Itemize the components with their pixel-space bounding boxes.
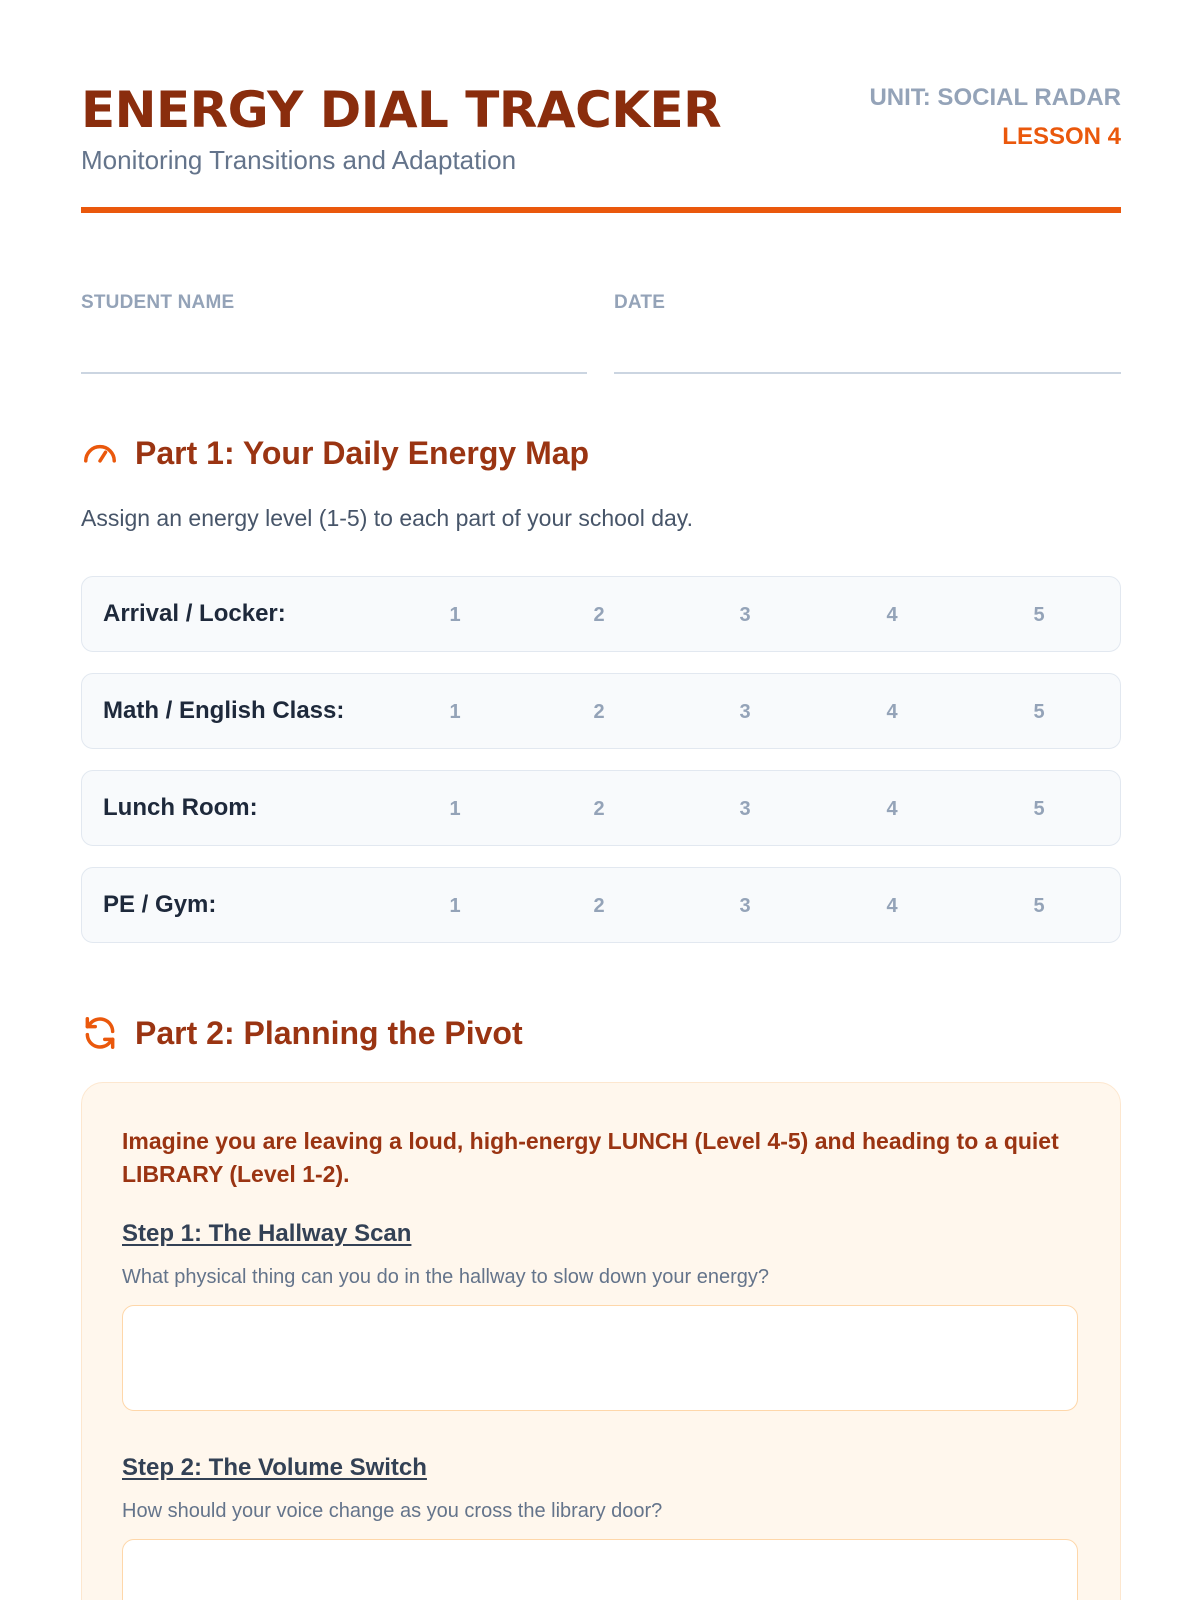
step1-prompt: What physical thing can you do in the hallway to slow down your energy?: [122, 1266, 770, 1288]
worksheet-page: [81, 0, 1121, 1600]
rating-row-label: PE / Gym:: [103, 891, 217, 918]
step1-title: Step 1: The Hallway Scan: [122, 1220, 412, 1247]
refresh-icon: [81, 1014, 119, 1052]
rating-option-5[interactable]: 5: [1033, 798, 1045, 820]
rating-row-label: Math / English Class:: [103, 697, 345, 724]
rating-row-label: Arrival / Locker:: [103, 600, 286, 627]
rating-option-1[interactable]: 1: [449, 798, 461, 820]
rating-option-5[interactable]: 5: [1033, 701, 1045, 723]
part1-instructions: Assign an energy level (1-5) to each part of your school day.: [81, 505, 693, 531]
rating-option-2[interactable]: 2: [593, 798, 605, 820]
rating-option-2[interactable]: 2: [593, 604, 605, 626]
energy-rating-row: [81, 867, 1121, 943]
rating-option-4[interactable]: 4: [886, 895, 898, 917]
student-name-field[interactable]: [81, 286, 587, 376]
header-divider: [81, 207, 1121, 213]
energy-rating-row: [81, 576, 1121, 652]
rating-option-5[interactable]: 5: [1033, 604, 1045, 626]
rating-option-3[interactable]: 3: [739, 798, 751, 820]
part2-title: Part 2: Planning the Pivot: [135, 1015, 523, 1051]
rating-option-3[interactable]: 3: [739, 895, 751, 917]
part1-title: Part 1: Your Daily Energy Map: [135, 435, 590, 471]
page-subtitle: Monitoring Transitions and Adaptation: [81, 145, 517, 175]
student-name-label: STUDENT NAME: [81, 292, 235, 313]
step2-answer-box[interactable]: [122, 1539, 1078, 1600]
worksheet-header: [81, 80, 1121, 212]
scenario-text: Imagine you are leaving a loud, high-energy LUNCH (Level 4-5) and heading to a quiet LIBRARY (Level 1-2).: [122, 1128, 1059, 1187]
step1-answer-box[interactable]: [122, 1305, 1078, 1411]
page-title: ENERGY DIAL TRACKER: [81, 81, 722, 139]
date-label: DATE: [614, 292, 666, 313]
step2-prompt: How should your voice change as you cross the library door?: [122, 1500, 663, 1522]
rating-option-2[interactable]: 2: [593, 701, 605, 723]
date-field[interactable]: [614, 286, 1121, 376]
rating-option-4[interactable]: 4: [886, 604, 898, 626]
rating-option-3[interactable]: 3: [739, 604, 751, 626]
rating-option-5[interactable]: 5: [1033, 895, 1045, 917]
student-name-line: [81, 372, 587, 374]
gauge-icon: [81, 434, 119, 472]
part1-heading: [81, 431, 589, 475]
date-line: [614, 372, 1121, 374]
energy-rating-row: [81, 770, 1121, 846]
part2-heading: [81, 1011, 523, 1055]
energy-rating-row: [81, 673, 1121, 749]
rating-option-1[interactable]: 1: [449, 701, 461, 723]
rating-option-4[interactable]: 4: [886, 701, 898, 723]
unit-label: UNIT: SOCIAL RADAR: [869, 84, 1121, 111]
rating-row-label: Lunch Room:: [103, 794, 258, 821]
rating-option-3[interactable]: 3: [739, 701, 751, 723]
lesson-label: LESSON 4: [1002, 123, 1121, 150]
pivot-planning-box: [81, 1082, 1121, 1600]
step2-title: Step 2: The Volume Switch: [122, 1454, 427, 1481]
rating-option-1[interactable]: 1: [449, 895, 461, 917]
rating-option-1[interactable]: 1: [449, 604, 461, 626]
rating-option-4[interactable]: 4: [886, 798, 898, 820]
rating-option-2[interactable]: 2: [593, 895, 605, 917]
